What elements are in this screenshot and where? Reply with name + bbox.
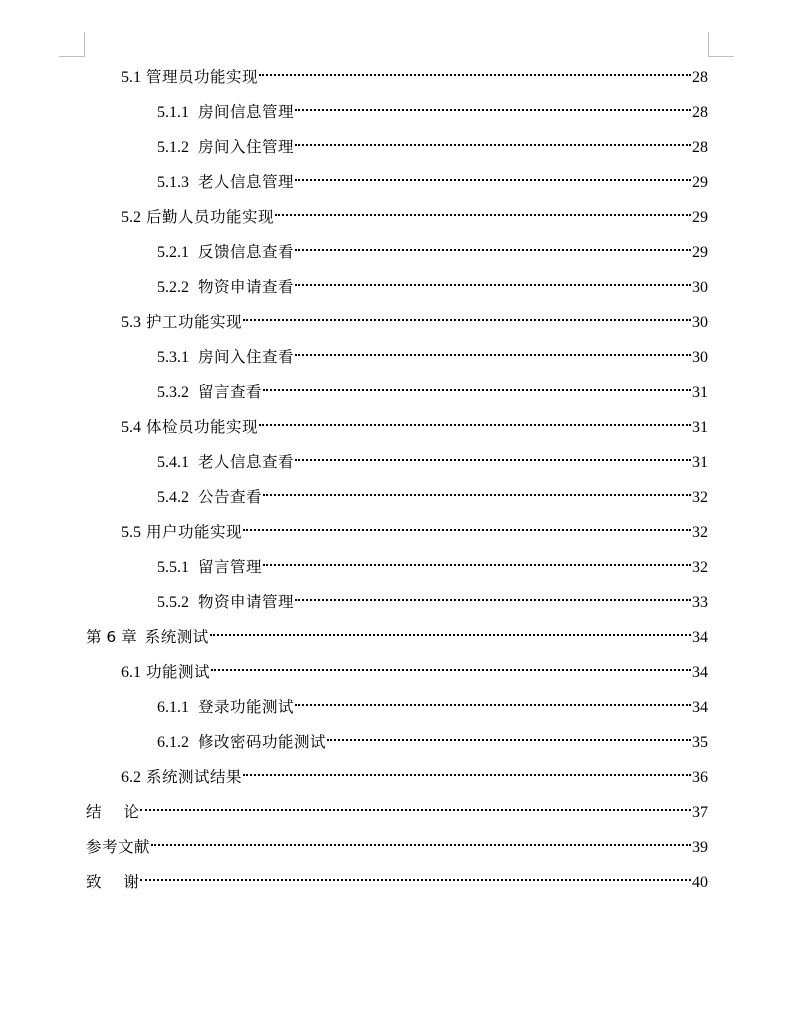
toc-dot-leader [295,338,691,362]
toc-entry-title: 参考文献 [86,838,151,856]
toc-dot-leader [243,758,691,782]
toc-entry-chapter-6[interactable] [86,618,708,646]
toc-entry-title: 体检员功能实现 [146,418,259,436]
toc-entry-page: 29 [692,174,708,191]
toc-dot-leader [243,513,691,537]
toc-dot-leader [275,198,691,222]
toc-entry-number: 5.4.2 [157,489,189,506]
toc-entry-number: 5.5 [121,524,141,541]
toc-entry-title: 系统测试结果 [146,768,243,786]
toc-dot-leader [263,548,691,572]
toc-entry-5-3-1[interactable] [157,338,708,366]
toc-entry-number: 5.5.1 [157,559,189,576]
toc-entry-title: 物资申请管理 [198,593,295,611]
toc-entry-page: 34 [692,664,708,681]
toc-entry-number: 6.1.1 [157,699,189,716]
toc-entry-title: 房间入住管理 [198,138,295,156]
toc-dot-leader [140,863,691,887]
toc-entry-title: 公告查看 [198,488,263,506]
toc-entry-number: 5.5.2 [157,594,189,611]
toc-entry-title: 房间信息管理 [198,103,295,121]
toc-entry-number: 5.3 [121,314,141,331]
toc-entry-5-5[interactable] [121,513,708,541]
toc-dot-leader [211,653,691,677]
toc-entry-number: 第 6 章 [86,628,137,646]
toc-entry-page: 36 [692,769,708,786]
toc-dot-leader [295,93,691,117]
toc-entry-number: 5.1.3 [157,174,189,191]
toc-dot-leader [295,688,691,712]
toc-dot-leader [140,793,691,817]
toc-dot-leader [243,303,691,327]
toc-entry-number: 5.2 [121,209,141,226]
toc-dot-leader [210,618,691,642]
toc-entry-5-4-1[interactable] [157,443,708,471]
toc-entry-page: 30 [692,349,708,366]
toc-entry-5-1-1[interactable] [157,93,708,121]
toc-entry-number: 5.2.2 [157,279,189,296]
toc-entry-title: 登录功能测试 [198,698,295,716]
toc-entry-5-5-2[interactable] [157,583,708,611]
toc-entry-title: 老人信息管理 [198,173,295,191]
toc-entry-page: 34 [692,699,708,716]
toc-entry-number: 6.2 [121,769,141,786]
toc-dot-leader [259,408,691,432]
toc-entry-page: 30 [692,279,708,296]
toc-entry-5-2-1[interactable] [157,233,708,261]
toc-dot-leader [295,583,691,607]
toc-entry-title: 护工功能实现 [146,313,243,331]
toc-entry-references[interactable] [86,828,708,856]
toc-entry-page: 28 [692,104,708,121]
toc-entry-title: 留言管理 [198,558,263,576]
toc-entry-5-1[interactable] [121,58,708,86]
toc-entry-6-1-2[interactable] [157,723,708,751]
toc-dot-leader [295,233,691,257]
toc-entry-title: 物资申请查看 [198,278,295,296]
top-left-margin-mark [59,32,85,57]
toc-entry-5-3[interactable] [121,303,708,331]
toc-entry-page: 32 [692,489,708,506]
toc-entry-number: 6.1.2 [157,734,189,751]
toc-entry-5-2[interactable] [121,198,708,226]
toc-entry-6-1[interactable] [121,653,708,681]
toc-entry-page: 31 [692,384,708,401]
toc-entry-title: 老人信息查看 [198,453,295,471]
toc-entry-number: 5.4.1 [157,454,189,471]
toc-dot-leader [151,828,691,852]
toc-entry-title: 结论 [86,803,162,821]
toc-entry-page: 37 [692,804,708,821]
toc-entry-page: 31 [692,454,708,471]
toc-dot-leader [263,373,691,397]
toc-dot-leader [295,268,691,292]
toc-entry-5-2-2[interactable] [157,268,708,296]
toc-entry-title: 修改密码功能测试 [198,733,327,751]
toc-entry-page: 40 [692,874,708,891]
toc-entry-title: 后勤人员功能实现 [146,208,275,226]
toc-entry-title: 系统测试 [144,628,209,646]
toc-entry-page: 30 [692,314,708,331]
toc-entry-6-2[interactable] [121,758,708,786]
toc-entry-title: 管理员功能实现 [146,68,259,86]
toc-dot-leader [295,443,691,467]
toc-entry-page: 35 [692,734,708,751]
toc-entry-title: 致谢 [86,873,162,891]
toc-entry-page: 29 [692,244,708,261]
toc-entry-page: 39 [692,839,708,856]
top-right-margin-mark [708,32,734,57]
toc-entry-number: 5.1.2 [157,139,189,156]
toc-entry-6-1-1[interactable] [157,688,708,716]
toc-entry-page: 29 [692,209,708,226]
toc-dot-leader [295,163,691,187]
toc-entry-number: 5.1.1 [157,104,189,121]
toc-entry-page: 34 [692,629,708,646]
toc-entry-title: 功能测试 [146,663,211,681]
toc-entry-number: 6.1 [121,664,141,681]
toc-entry-number: 5.3.1 [157,349,189,366]
toc-entry-conclusion[interactable] [86,793,708,821]
toc-entry-5-5-1[interactable] [157,548,708,576]
toc-entry-title: 反馈信息查看 [198,243,295,261]
toc-entry-page: 32 [692,559,708,576]
toc-entry-page: 33 [692,594,708,611]
toc-dot-leader [259,58,691,82]
toc-entry-title: 用户功能实现 [146,523,243,541]
toc-entry-number: 5.1 [121,69,141,86]
toc-entry-5-1-3[interactable] [157,163,708,191]
toc-entry-page: 32 [692,524,708,541]
toc-entry-title: 留言查看 [198,383,263,401]
toc-entry-page: 28 [692,139,708,156]
toc-entry-page: 28 [692,69,708,86]
toc-entry-5-1-2[interactable] [157,128,708,156]
toc-entry-number: 5.4 [121,419,141,436]
toc-entry-5-4-2[interactable] [157,478,708,506]
toc-entry-title: 房间入住查看 [198,348,295,366]
toc-entry-5-4[interactable] [121,408,708,436]
toc-dot-leader [263,478,691,502]
toc-dot-leader [327,723,691,747]
toc-entry-acknowledgements[interactable] [86,863,708,891]
toc-entry-page: 31 [692,419,708,436]
toc-entry-number: 5.2.1 [157,244,189,261]
toc-entry-number: 5.3.2 [157,384,189,401]
toc-entry-5-3-2[interactable] [157,373,708,401]
toc-dot-leader [295,128,691,152]
